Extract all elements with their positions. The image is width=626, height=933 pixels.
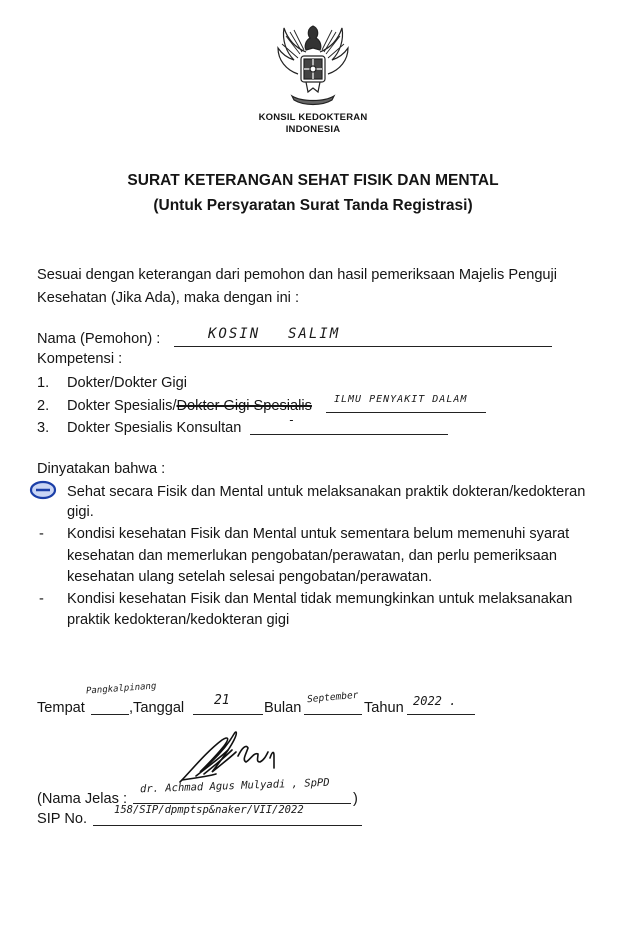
declaration-label: Dinyatakan bahwa : xyxy=(37,461,166,477)
applicant-name-label: Nama (Pemohon) : xyxy=(37,331,161,347)
month-label: Bulan xyxy=(264,700,302,716)
document-subtitle: (Untuk Persyaratan Surat Tanda Registrasi) xyxy=(153,197,473,214)
month-value: September xyxy=(306,689,359,706)
competency-3-handwritten: - xyxy=(288,413,296,427)
option-2-line-1: Kondisi kesehatan Fisik dan Mental untuk sementara belum memenuhi syarat xyxy=(67,526,570,542)
option-2-line-3: kesehatan ulang setelah selesai pengobatan/perawatan. xyxy=(67,569,433,585)
option-1-line-1: Sehat secara Fisik dan Mental untuk melaksanakan praktik dokteran/kedokteran xyxy=(67,484,586,500)
option-2-line-2: kesehatan dan memerlukan pengobatan/perawatan, dan perlu pemeriksaan xyxy=(67,548,558,564)
garuda-emblem-icon xyxy=(270,18,356,110)
selected-option-mark xyxy=(29,480,57,500)
competency-label: Kompetensi : xyxy=(37,351,123,367)
competency-2-struck-text: Dokter Gigi Spesialis xyxy=(176,398,312,414)
intro-line-2: Kesehatan (Jika Ada), maka dengan ini : xyxy=(37,290,300,306)
place-line xyxy=(91,697,129,715)
competency-3-number: 3. xyxy=(37,420,50,436)
signatory-name-value: dr. Achmad Agus Mulyadi , SpPD xyxy=(139,776,330,796)
document-title: SURAT KETERANGAN SEHAT FISIK DAN MENTAL xyxy=(127,172,499,189)
circle-mark-icon xyxy=(29,480,57,500)
applicant-name-last: SALIM xyxy=(288,326,341,342)
sip-label: SIP No. xyxy=(37,811,88,827)
option-3-line-2: praktik kedokteran/kedokteran gigi xyxy=(67,612,290,628)
applicant-name-first: KOSIN xyxy=(208,326,261,342)
competency-2-row xyxy=(67,397,312,415)
competency-2-label: Dokter Spesialis/ xyxy=(67,398,177,414)
org-name-line1: KONSIL KEDOKTERAN xyxy=(258,112,368,123)
competency-3-label: Dokter Spesialis Konsultan xyxy=(67,420,242,436)
org-name-line2: INDONESIA xyxy=(285,124,341,135)
date-label: ,Tanggal xyxy=(129,700,185,716)
year-label: Tahun xyxy=(364,700,404,716)
competency-2-number: 2. xyxy=(37,398,50,414)
signatory-name-close: ) xyxy=(353,791,358,807)
option-3-line-1: Kondisi kesehatan Fisik dan Mental tidak memungkinkan untuk melaksanakan xyxy=(67,591,573,607)
place-value: Pangkalpinang xyxy=(85,681,157,697)
signatory-name-label: (Nama Jelas : xyxy=(37,791,128,807)
competency-1-label: Dokter/Dokter Gigi xyxy=(67,375,188,391)
option-2-marker: - xyxy=(39,526,44,542)
option-1-line-2: gigi. xyxy=(67,504,94,520)
competency-2-handwritten: ILMU PENYAKIT DALAM xyxy=(334,394,468,405)
competency-3-line xyxy=(250,418,448,435)
place-label: Tempat xyxy=(37,700,85,716)
year-value: 2022 . xyxy=(413,694,457,708)
option-3-marker: - xyxy=(39,591,44,607)
competency-1-number: 1. xyxy=(37,375,50,391)
date-value: 21 xyxy=(214,693,230,708)
intro-line-1: Sesuai dengan keterangan dari pemohon dan hasil pemeriksaan Majelis Penguji xyxy=(37,267,558,283)
sip-value: 158/SIP/dpmptsp&naker/VII/2022 xyxy=(114,804,304,816)
